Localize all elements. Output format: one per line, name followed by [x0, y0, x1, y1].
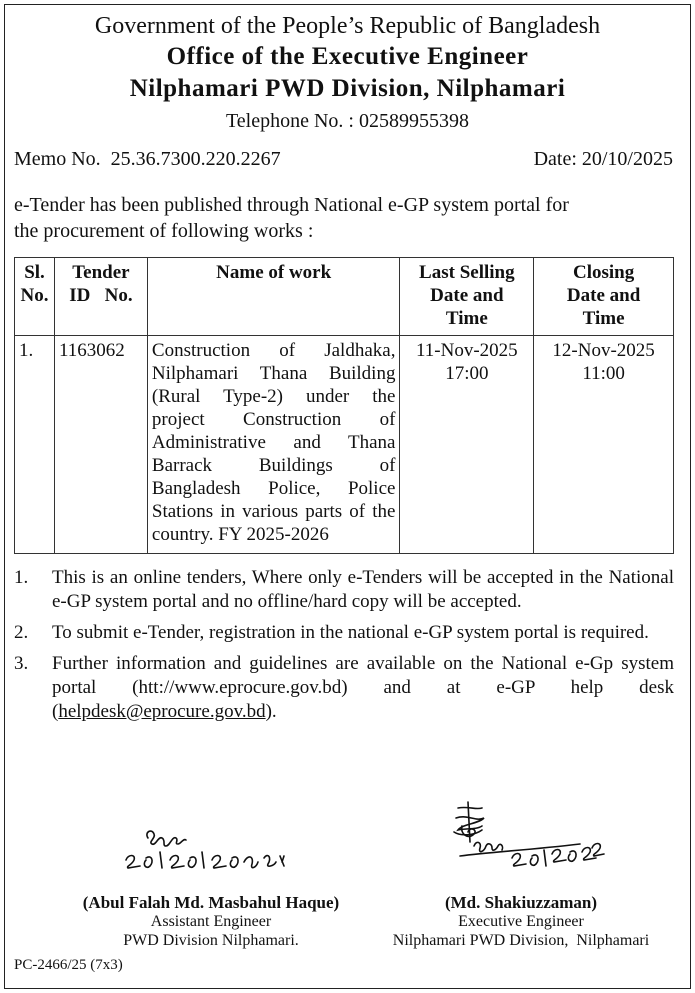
closing-date: 12-Nov-2025 — [552, 340, 655, 361]
memo-date: Date: 20/10/2025 — [533, 148, 673, 170]
col-header-sl: Sl. No. — [15, 258, 55, 336]
right-signatory-designation: Executive Engineer — [458, 913, 584, 930]
closing-time: 11:00 — [582, 363, 625, 384]
note-text: This is an online tenders, Where only e-Tenders will be accepted in the National e-GP system portal and no offline/hard copy will be accepted. — [52, 567, 674, 612]
right-signature-image — [438, 796, 606, 882]
right-signatory-office: Nilphamari PWD Division, Nilphamari — [392, 932, 650, 949]
tender-table — [14, 257, 674, 554]
cell-tender-id: 1163062 — [54, 336, 147, 554]
left-signatory-name: (Abul Falah Md. Masbahul Haque) — [82, 893, 340, 912]
office-title: Office of the Executive Engineer — [166, 43, 529, 70]
note-number: 2. — [14, 622, 29, 643]
col-header-work: Name of work — [147, 258, 400, 336]
cell-last-selling — [400, 336, 534, 554]
note-text: Further information and guidelines are available on the National e-Gp system portal (htt://www.eprocure.gov.bd) and at e-GP help desk (helpdesk@eprocure.gov.bd). — [52, 653, 674, 722]
last-selling-time: 17:00 — [445, 363, 489, 384]
note-number: 1. — [14, 567, 29, 588]
list-item — [14, 621, 674, 645]
cell-sl: 1. — [15, 336, 55, 554]
last-selling-date: 11-Nov-2025 — [415, 340, 518, 361]
government-title: Government of the People’s Republic of Bangladesh — [94, 13, 601, 39]
table-header-row — [15, 258, 674, 336]
note-text: To submit e-Tender, registration in the national e-GP system portal is required. — [52, 622, 649, 643]
table-row — [15, 336, 674, 554]
left-signature-image — [118, 822, 298, 878]
cell-work: Construction of Jaldhaka, Nilphamari Thana Building (Rural Type-2) under the project Construction of Administrative and Thana Barrack Buildings of Bangladesh Police, Police Stations in various parts of the country. FY 2025-2026 — [147, 336, 400, 554]
left-signatory — [56, 893, 366, 950]
intro-line-1: e-Tender has been published through National e-GP system portal for — [14, 194, 569, 216]
telephone: Telephone No. : 02589955398 — [225, 110, 469, 132]
col-header-tender-id: Tender ID No. — [54, 258, 147, 336]
right-signatory-name: (Md. Shakiuzzaman) — [444, 893, 598, 912]
memo-number: Memo No. 25.36.7300.220.2267 — [14, 148, 281, 170]
note-number: 3. — [14, 653, 29, 674]
helpdesk-email-link[interactable]: helpdesk@eprocure.gov.bd — [58, 701, 266, 722]
right-signatory — [362, 893, 680, 950]
col-header-closing: Closing Date and Time — [534, 258, 674, 336]
cell-closing — [534, 336, 674, 554]
intro-line-2: the procurement of following works : — [14, 220, 314, 242]
intro-text — [14, 192, 674, 244]
col-header-last-selling: Last Selling Date and Time — [400, 258, 534, 336]
footer-code: PC-2466/25 (7x3) — [14, 957, 123, 973]
list-item — [14, 652, 674, 724]
list-item — [14, 566, 674, 614]
left-signatory-designation: Assistant Engineer — [150, 913, 272, 930]
left-signatory-office: PWD Division Nilphamari. — [123, 932, 299, 949]
division-title: Nilphamari PWD Division, Nilphamari — [129, 75, 566, 102]
notes-list — [14, 566, 674, 731]
